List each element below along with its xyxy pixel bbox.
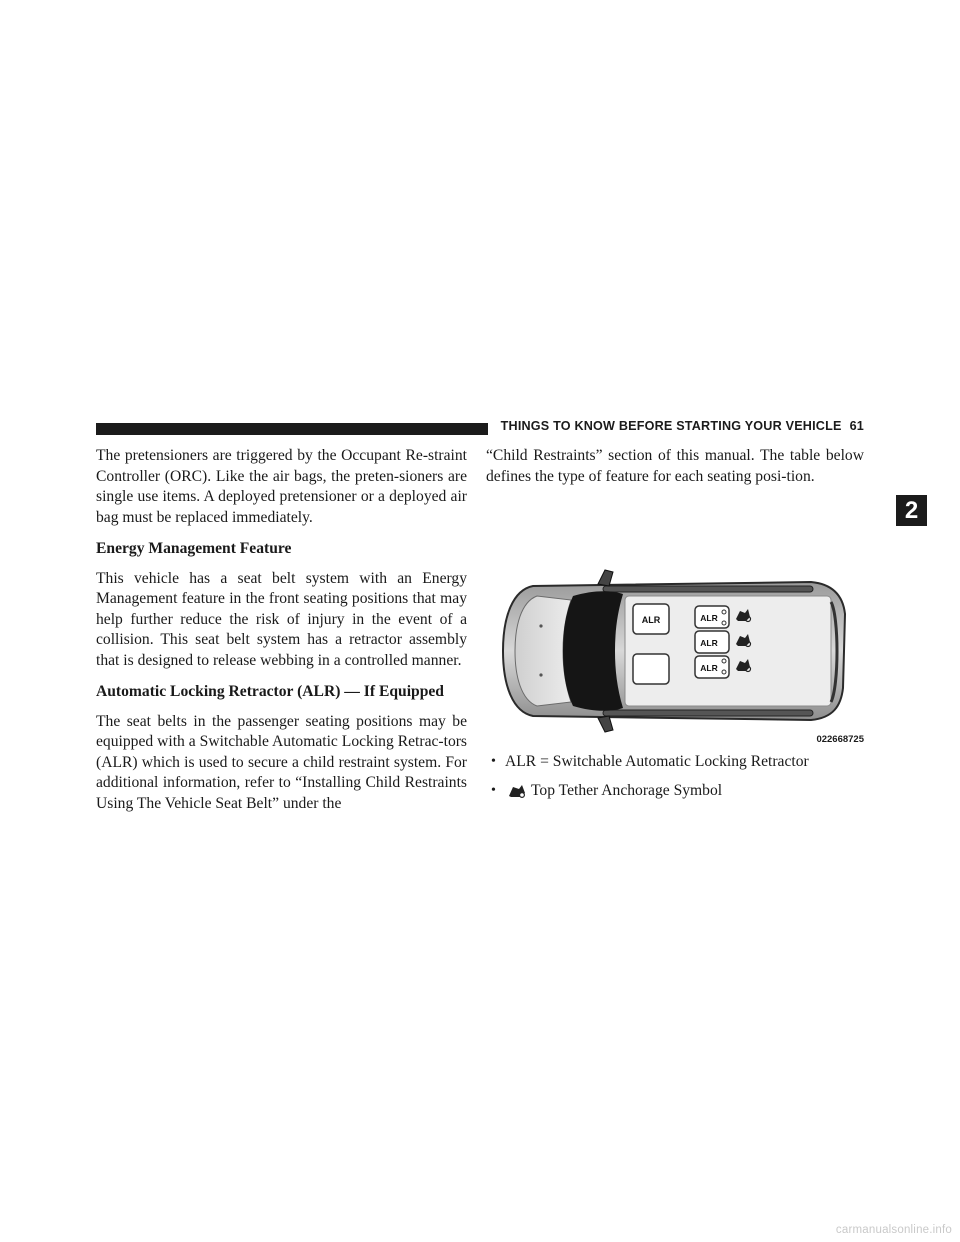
alr-paragraph: The seat belts in the passenger seating positions may be equipped with a Switchable Automatic Locking Retrac-tors (ALR) which is used to secure a child restraint system. For additional information, refer to “Installing Child Restraints Using The Vehicle Seat Belt” under the bbox=[96, 712, 467, 812]
vehicle-seating-diagram bbox=[493, 556, 865, 746]
alr-definition: ALR = Switchable Automatic Locking Retractor bbox=[505, 753, 809, 770]
page-number: 61 bbox=[849, 419, 864, 433]
rear-seat-left bbox=[695, 656, 729, 678]
roof-rail-top bbox=[603, 586, 813, 592]
tether-definition: Top Tether Anchorage Symbol bbox=[531, 782, 723, 799]
mirror-top bbox=[598, 570, 613, 586]
child-restraints-paragraph: “Child Restraints” section of this manual. The table below defines the type of feature for each seating posi-tion. bbox=[486, 447, 864, 485]
watermark: carmanualsonline.info bbox=[835, 1224, 952, 1236]
mirror-bottom bbox=[598, 716, 613, 732]
seat-label: ALR bbox=[641, 615, 661, 625]
windshield bbox=[563, 591, 623, 711]
roof-rail-bottom bbox=[603, 710, 813, 716]
pretensioner-paragraph: The pretensioners are triggered by the Occupant Re-straint Controller (ORC). Like the air bags, the preten-sioners are single use items. A deployed pretensioner or a deployed air bag must be replaced immediately. bbox=[96, 447, 467, 526]
right-column bbox=[486, 446, 864, 498]
left-column bbox=[96, 446, 467, 825]
list-item bbox=[491, 781, 871, 801]
section-title: THINGS TO KNOW BEFORE STARTING YOUR VEHICLE bbox=[500, 419, 842, 433]
bullet: • bbox=[491, 754, 496, 769]
rear-seat-right bbox=[695, 606, 729, 628]
alr-heading: Automatic Locking Retractor (ALR) — If Equipped bbox=[96, 683, 444, 700]
energy-management-heading: Energy Management Feature bbox=[96, 540, 292, 557]
svg-text:ALR: ALR bbox=[700, 638, 718, 648]
rear-seat-center bbox=[695, 631, 729, 653]
svg-text:ALR: ALR bbox=[700, 613, 718, 623]
header-rule bbox=[96, 423, 488, 435]
energy-management-paragraph: This vehicle has a seat belt system with an Energy Management feature in the front seating positions that may help further reduce the risk of injury in the event of a collision. This seat belt system has a retractor assembly that is designed to release webbing in a controlled manner. bbox=[96, 569, 467, 669]
legend-list bbox=[491, 752, 871, 810]
chapter-tab: 2 bbox=[896, 495, 927, 526]
list-item bbox=[491, 752, 871, 772]
running-header bbox=[496, 419, 864, 433]
seat-driver bbox=[633, 654, 669, 684]
svg-text:ALR: ALR bbox=[700, 663, 718, 673]
bullet: • bbox=[491, 783, 496, 798]
top-tether-icon bbox=[507, 784, 527, 798]
figure-code: 022668725 bbox=[816, 734, 864, 745]
hood bbox=[515, 596, 571, 706]
